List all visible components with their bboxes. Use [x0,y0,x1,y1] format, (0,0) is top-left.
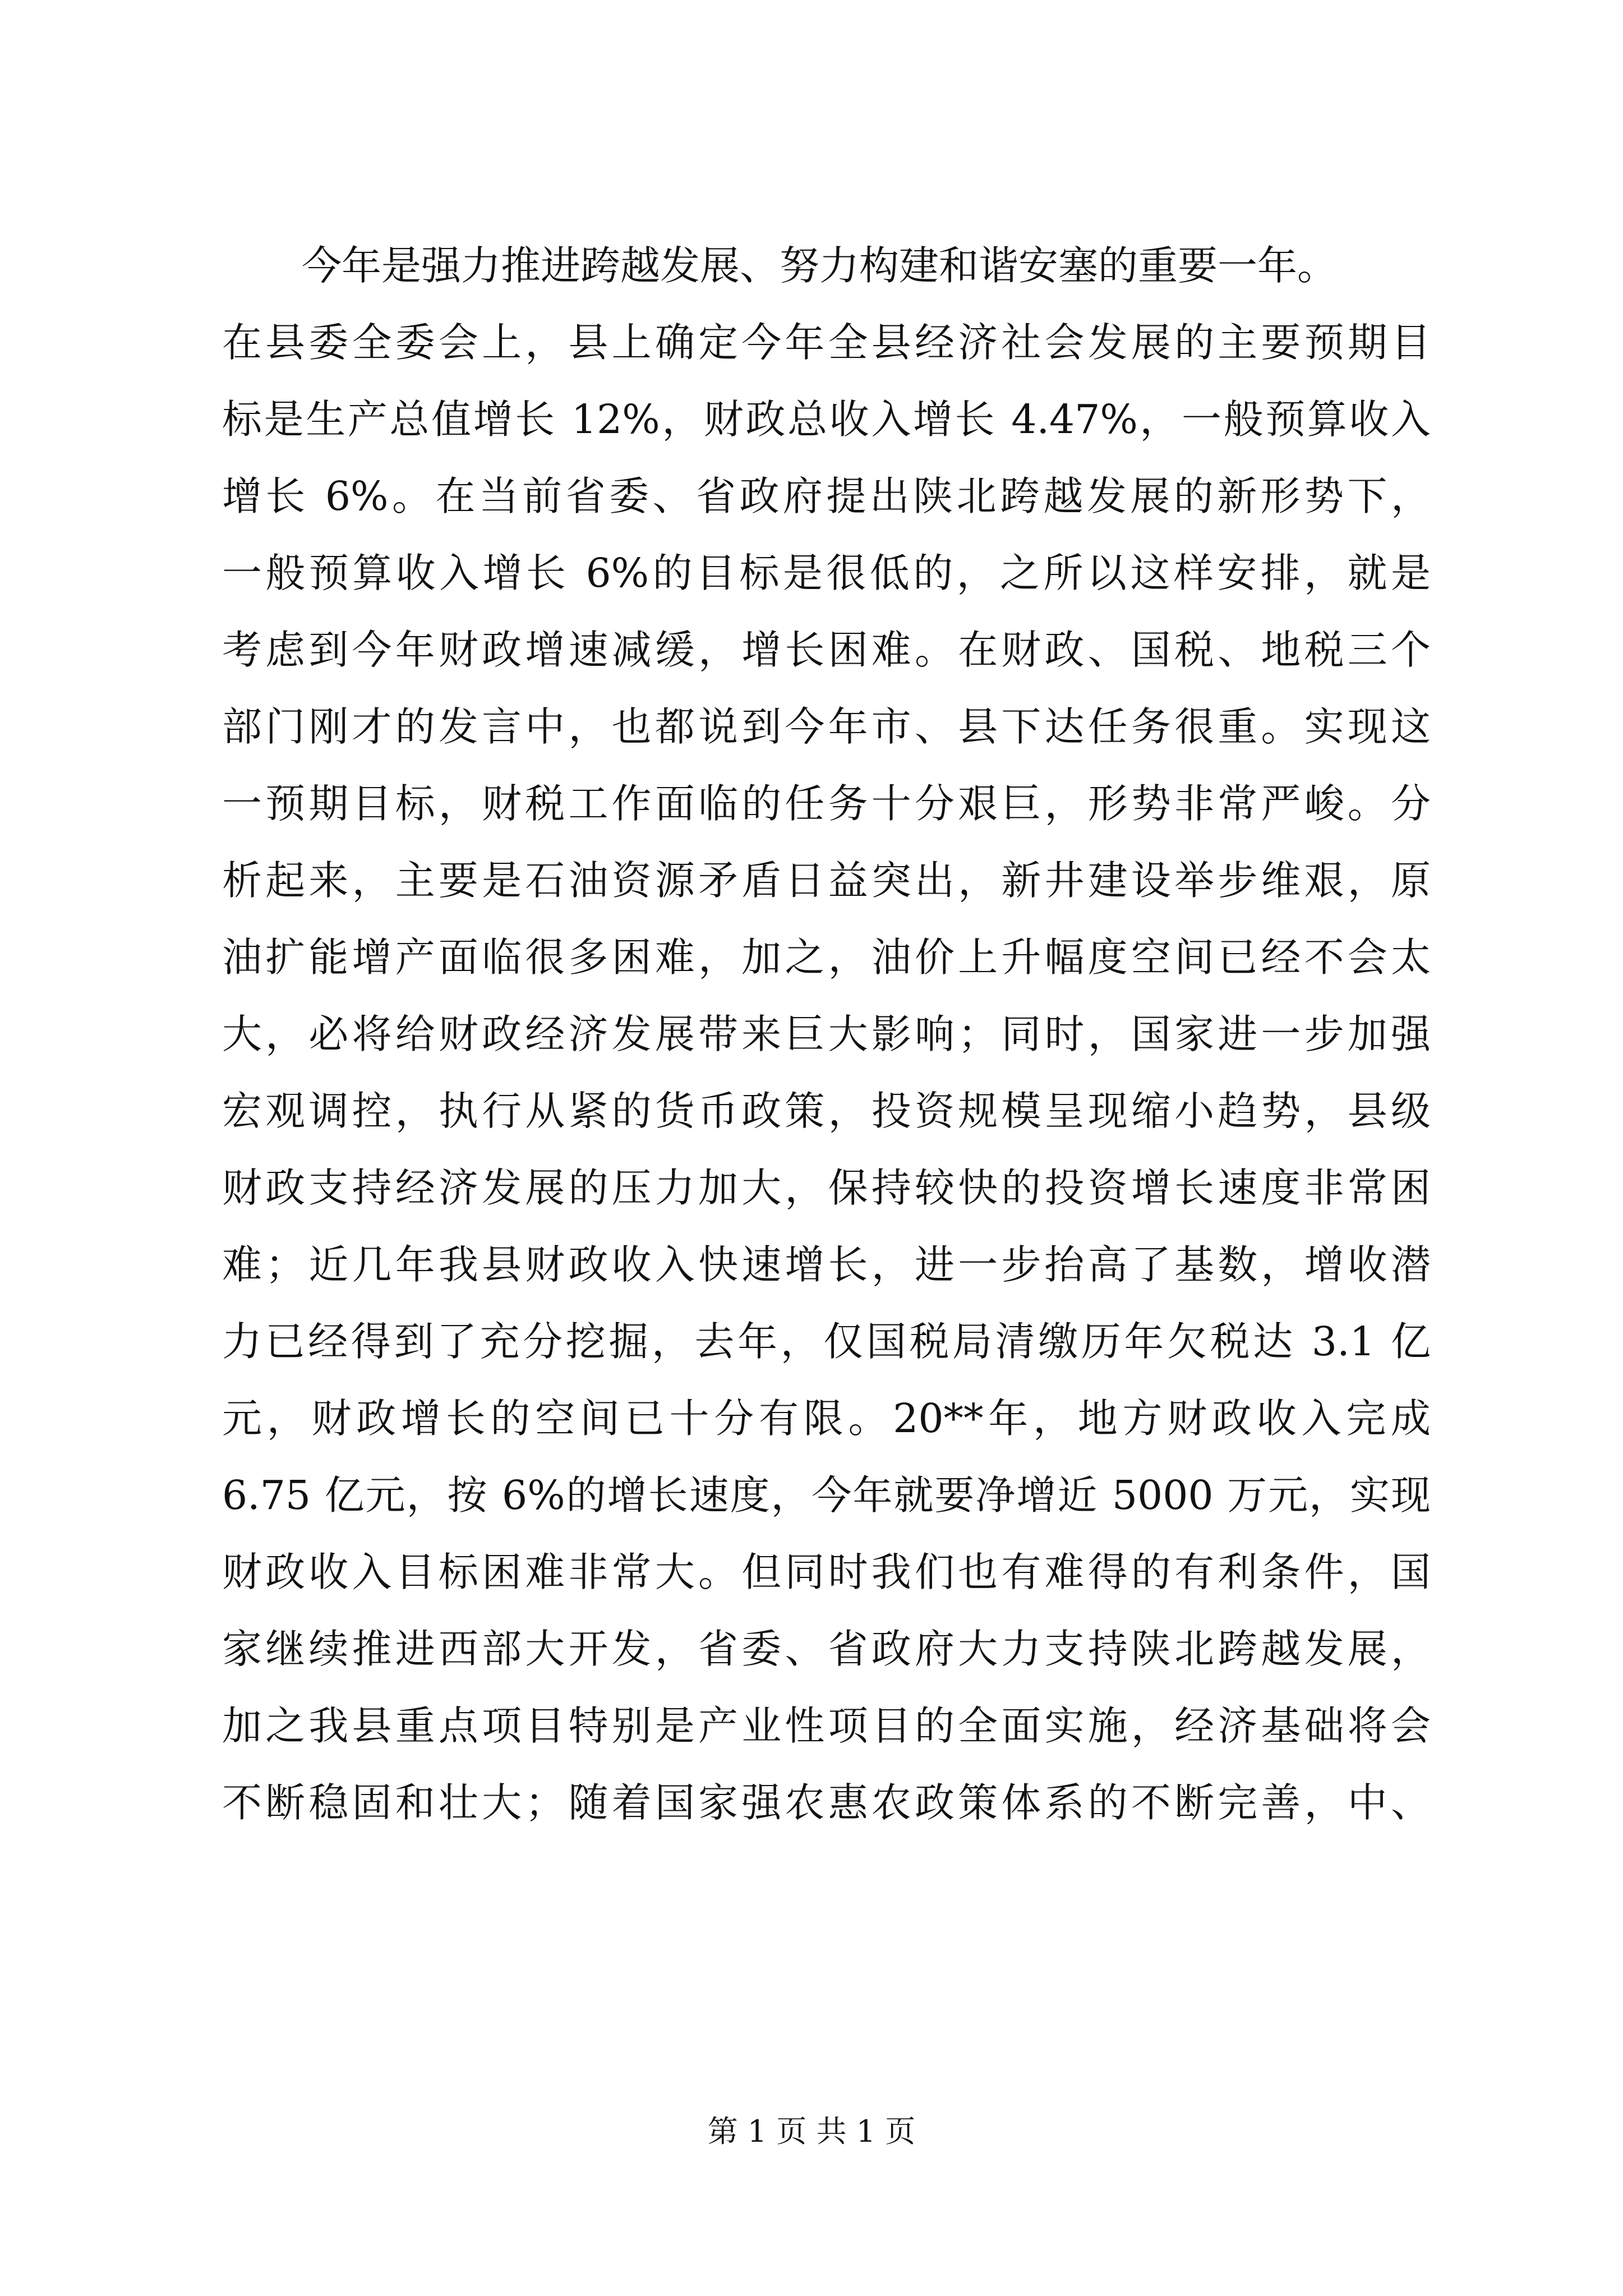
paragraph-line: 在县委全委会上，县上确定今年全县经济社会发展的主要预期目 [222,319,1431,366]
paragraph-line: 财政收入目标困难非常大。但同时我们也有难得的有利条件，国 [222,1549,1431,1595]
paragraph-line: 增长 6%。在当前省委、省政府提出陕北跨越发展的新形势下， [222,473,1431,519]
paragraph-line: 6.75 亿元，按 6%的增长速度，今年就要净增近 5000 万元，实现 [222,1472,1431,1519]
paragraph-line: 宏观调控，执行从紧的货币政策，投资规模呈现缩小趋势，县级 [222,1088,1431,1134]
paragraph-line: 财政支持经济发展的压力加大，保持较快的投资增长速度非常困 [222,1165,1431,1211]
paragraph-line: 元，财政增长的空间已十分有限。20**年，地方财政收入完成 [222,1395,1431,1442]
paragraph-line: 一预期目标，财税工作面临的任务十分艰巨，形势非常严峻。分 [222,780,1431,827]
paragraph-line: 难；近几年我县财政收入快速增长，进一步抬高了基数，增收潜 [222,1241,1431,1288]
paragraph-line: 力已经得到了充分挖掘，去年，仅国税局清缴历年欠税达 3.1 亿 [222,1318,1431,1365]
body-paragraph [222,227,1431,1841]
paragraph-line: 今年是强力推进跨越发展、努力构建和谐安塞的重要一年。 [302,242,1338,289]
paragraph-line: 油扩能增产面临很多困难，加之，油价上升幅度空间已经不会太 [222,934,1431,981]
paragraph-line: 标是生产总值增长 12%，财政总收入增长 4.47%，一般预算收入 [222,396,1431,443]
paragraph-line: 家继续推进西部大开发，省委、省政府大力支持陕北跨越发展， [222,1626,1431,1672]
page-footer [0,2109,1623,2154]
paragraph-line: 部门刚才的发言中，也都说到今年市、县下达任务很重。实现这 [222,703,1431,750]
paragraph-line: 大，必将给财政经济发展带来巨大影响；同时，国家进一步加强 [222,1011,1431,1057]
paragraph-line: 不断稳固和壮大；随着国家强农惠农政策体系的不断完善，中、 [222,1779,1431,1826]
paragraph-line: 考虑到今年财政增速减缓，增长困难。在财政、国税、地税三个 [222,627,1431,673]
paragraph-line: 一般预算收入增长 6%的目标是很低的，之所以这样安排，就是 [222,550,1431,596]
paragraph-line: 析起来，主要是石油资源矛盾日益突出，新井建设举步维艰，原 [222,857,1431,904]
page-number-label: 第 1 页 共 1 页 [707,2114,916,2149]
paragraph-line: 加之我县重点项目特别是产业性项目的全面实施，经济基础将会 [222,1703,1431,1749]
